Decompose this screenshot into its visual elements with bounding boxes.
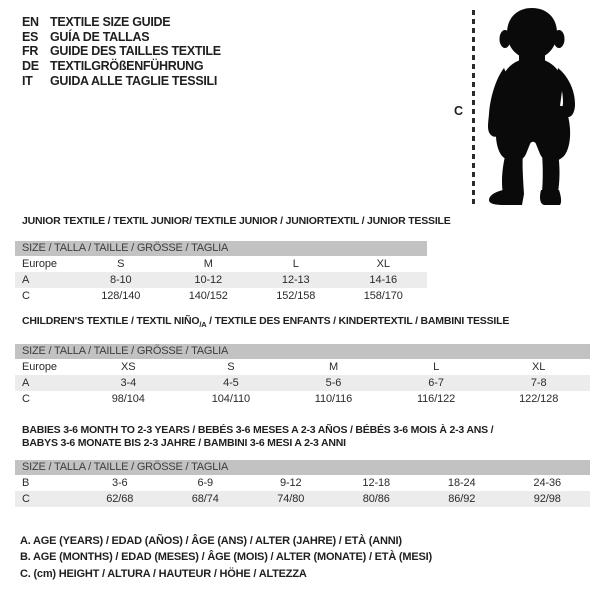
row-label: A <box>15 375 77 391</box>
value-cell: 110/116 <box>314 393 353 406</box>
table-row <box>15 272 427 288</box>
size-header-bar: SIZE / TALLA / TAILLE / GRÖSSE / TAGLIA <box>15 241 427 256</box>
row-label: C <box>22 290 30 302</box>
legend <box>20 533 432 582</box>
junior-size-table <box>15 256 427 304</box>
title-line-1: BABIES 3-6 MONTH TO 2-3 YEARS / BEBÉS 3-6 MESES A 2-3 AÑOS / BÉBÉS 3-6 MOIS À 2-3 ANS / <box>22 424 494 436</box>
value-cell: 128/140 <box>101 290 141 302</box>
lang-row-de <box>22 59 221 74</box>
size-cell: XS <box>121 361 136 374</box>
size-cell: M <box>328 361 339 374</box>
height-dashed-line <box>472 10 475 207</box>
lang-label: GUIDA ALLE TAGLIE TESSILI <box>50 73 218 88</box>
babies-size-table <box>15 475 590 507</box>
size-cell: L <box>292 258 299 270</box>
value-cell: 74/80 <box>248 491 334 507</box>
value-cell: 3-6 <box>111 477 128 489</box>
size-cell: S <box>117 258 125 270</box>
row-label: A <box>15 272 77 288</box>
value-cell: 12-18 <box>362 477 391 489</box>
row-label: Europe <box>22 361 57 374</box>
lang-code: DE <box>22 59 39 74</box>
size-cell: XL <box>376 258 390 270</box>
lang-label: GUIDE DES TAILLES TEXTILE <box>50 44 221 59</box>
value-cell: 92/98 <box>505 491 591 507</box>
value-cell: 152/158 <box>276 290 316 302</box>
value-cell: 4-5 <box>180 375 283 391</box>
legend-line-a: A. AGE (YEARS) / EDAD (AÑOS) / ÂGE (ANS) / ALTER (JAHRE) / ETÀ (ANNI) <box>20 535 402 547</box>
value-cell: 98/104 <box>111 393 145 406</box>
table-row <box>15 288 427 304</box>
size-cell: XL <box>532 361 546 374</box>
size-cell: L <box>433 361 440 374</box>
value-cell: 18-24 <box>447 477 476 489</box>
lang-code: ES <box>22 29 39 44</box>
value-cell: 6-7 <box>385 375 488 391</box>
section-title: JUNIOR TEXTILE / TEXTIL JUNIOR/ TEXTILE JUNIOR / JUNIORTEXTIL / JUNIOR TESSILE <box>22 215 451 227</box>
language-header <box>22 15 221 88</box>
value-cell: 24-36 <box>533 477 562 489</box>
section-title: CHILDREN'S TEXTILE / TEXTIL $NIÑO_{/A}$ / TEXTILE DES ENFANTS / KINDERTEXTIL / BAMBINI TESSILE <box>22 315 510 330</box>
value-cell: 140/152 <box>188 290 228 302</box>
row-label: C <box>15 491 77 507</box>
row-label: B <box>22 477 30 489</box>
value-cell: 86/92 <box>419 491 505 507</box>
section-children-textile <box>15 315 590 407</box>
size-header-bar: SIZE / TALLA / TAILLE / GRÖSSE / TAGLIA <box>15 344 590 359</box>
title-line-2: BABYS 3-6 MONATE BIS 2-3 JAHRE / BAMBINI 3-6 MESI A 2-3 ANNI <box>22 437 346 449</box>
value-cell: 68/74 <box>163 491 249 507</box>
lang-label: TEXTILGRÖßENFÜHRUNG <box>50 59 204 74</box>
size-header-bar: SIZE / TALLA / TAILLE / GRÖSSE / TAGLIA <box>15 460 590 475</box>
lang-code: FR <box>22 44 39 59</box>
value-cell: 6-9 <box>197 477 214 489</box>
table-row <box>15 391 590 407</box>
value-cell: 9-12 <box>279 477 302 489</box>
lang-label: GUÍA DE TALLAS <box>50 29 150 44</box>
value-cell: 104/110 <box>211 393 251 406</box>
table-row <box>15 256 427 272</box>
subscript: /A <box>199 320 207 330</box>
value-cell: 122/128 <box>519 393 559 406</box>
section-title <box>22 424 590 450</box>
table-row <box>15 475 590 491</box>
size-cell: M <box>203 258 213 270</box>
value-cell: 5-6 <box>282 375 385 391</box>
value-cell: 7-8 <box>487 375 590 391</box>
row-label: C <box>22 393 30 406</box>
lang-row-es <box>22 30 221 45</box>
table-row <box>15 359 590 375</box>
children-size-table <box>15 359 590 407</box>
table-row <box>15 491 590 507</box>
value-cell: 116/122 <box>416 393 456 406</box>
lang-label: TEXTILE SIZE GUIDE <box>50 15 171 30</box>
lang-row-it <box>22 73 221 88</box>
value-cell: 8-10 <box>77 272 165 288</box>
value-cell: 10-12 <box>165 272 253 288</box>
height-measure-label: C <box>454 104 464 118</box>
lang-code: IT <box>22 73 33 88</box>
size-cell: S <box>227 361 235 374</box>
legend-line-b: B. AGE (MONTHS) / EDAD (MESES) / ÂGE (MOIS) / ALTER (MONATE) / ETÀ (MESI) <box>20 551 432 564</box>
value-cell: 158/170 <box>363 290 403 302</box>
value-cell: 62/68 <box>77 491 163 507</box>
value-cell: 14-16 <box>340 272 428 288</box>
lang-row-fr <box>22 44 221 59</box>
value-cell: 80/86 <box>334 491 420 507</box>
row-label: Europe <box>22 258 57 270</box>
legend-line-c: C. (cm) HEIGHT / ALTURA / HAUTEUR / HÖHE / ALTEZZA <box>20 567 307 580</box>
lang-row-en <box>22 15 221 30</box>
section-babies-textile <box>15 424 590 507</box>
table-row <box>15 375 590 391</box>
value-cell: 12-13 <box>252 272 340 288</box>
section-junior-textile <box>15 215 451 304</box>
lang-code: EN <box>22 15 39 30</box>
value-cell: 3-4 <box>77 375 180 391</box>
baby-silhouette-icon <box>486 6 580 212</box>
